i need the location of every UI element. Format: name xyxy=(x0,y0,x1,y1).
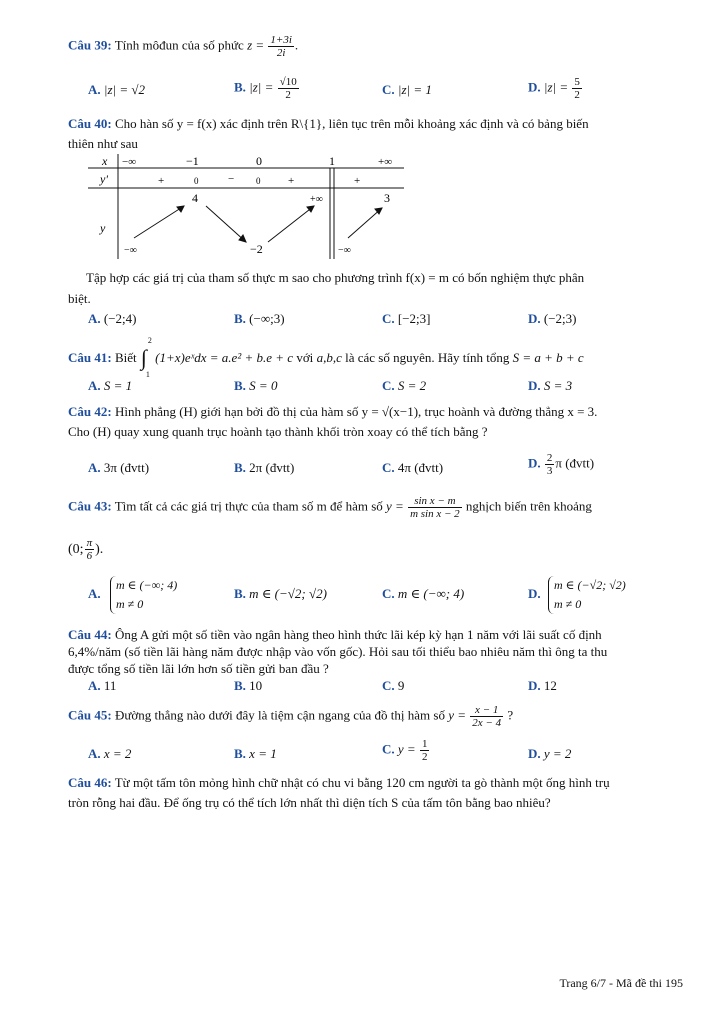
option-text: |z| = xyxy=(249,79,274,95)
sign: − xyxy=(228,173,235,185)
option-label: A. xyxy=(88,460,101,475)
option-text: 10 xyxy=(249,678,263,693)
option-text: π (đvtt) xyxy=(555,455,595,471)
option-label: B. xyxy=(234,678,246,693)
question-text: Hình phẳng (H) giới hạn bởi đồ thị của hàm số y = √(x−1), trục hoành và đường thẳng x = 3. xyxy=(114,404,598,419)
option-text: S = 1 xyxy=(103,378,133,393)
question-text: Tập hợp các giá trị của tham số thực m sao cho phương trình f(x) = m có bốn nghiệm thực phân xyxy=(86,270,585,285)
option-c[interactable] xyxy=(382,738,430,763)
option-label: D. xyxy=(528,378,541,393)
options-42 xyxy=(88,452,688,482)
option-label: D. xyxy=(528,311,541,326)
question-40-body-end xyxy=(68,289,683,309)
question-text: Đường thẳng nào dưới đây là tiệm cận ngang của đồ thị hàm số xyxy=(114,707,445,723)
option-a[interactable] xyxy=(88,82,145,98)
fraction xyxy=(572,76,582,101)
x-value: 0 xyxy=(256,154,262,168)
option-label: B. xyxy=(234,746,246,761)
options-45 xyxy=(88,738,688,768)
question-number: Câu 41: xyxy=(68,349,112,365)
question-text: Ông A gửi một số tiền vào ngân hàng theo hình thức lãi kép kỳ hạn 1 năm với lãi suất cố định xyxy=(114,627,602,642)
sign: + xyxy=(158,175,165,187)
period: . xyxy=(294,37,299,53)
system-line: m ≠ 0 xyxy=(554,597,582,612)
formula-lhs: z = xyxy=(247,37,265,53)
question-text: 6,4%/năm (số tiền lãi hàng năm được nhập vào vốn gốc). Hỏi sau tối thiểu bao nhiêu năm thì ông ta thu xyxy=(68,643,608,659)
numerator: 1+3i xyxy=(270,34,292,46)
integral-lower: 1 xyxy=(145,370,150,379)
numerator: 2 xyxy=(546,452,553,464)
options-43 xyxy=(88,576,688,616)
option-text: 11 xyxy=(103,678,117,693)
question-number: Câu 46: xyxy=(68,775,112,790)
option-label: B. xyxy=(234,586,246,601)
question-text: nghịch biến trên khoảng xyxy=(465,498,592,514)
option-text: 4π (đvtt) xyxy=(397,460,444,475)
numerator: π xyxy=(86,537,93,549)
integral-sign: ∫ 2 1 xyxy=(140,345,152,373)
option-b[interactable] xyxy=(234,678,262,694)
options-40 xyxy=(88,311,688,333)
question-39 xyxy=(68,34,683,59)
question-mark: ? xyxy=(507,707,514,723)
option-label: D. xyxy=(528,746,541,761)
option-d[interactable] xyxy=(528,586,541,602)
system-brace xyxy=(110,576,177,614)
option-label: C. xyxy=(382,82,395,97)
option-text: m ∈ (−√2; √2) xyxy=(249,586,327,601)
numerator: sin x − m xyxy=(408,495,462,508)
option-label: A. xyxy=(88,678,101,693)
fraction xyxy=(85,537,95,562)
variables: a,b,c xyxy=(316,349,342,365)
options-41 xyxy=(88,378,688,400)
numerator: x − 1 xyxy=(470,704,503,717)
option-text: |z| = 1 xyxy=(397,82,432,97)
fraction xyxy=(545,452,555,477)
option-label: C. xyxy=(382,586,395,601)
option-d[interactable] xyxy=(528,311,577,327)
sign: + xyxy=(288,175,295,187)
system-line: m ∈ (−√2; √2) xyxy=(554,578,626,592)
option-d[interactable] xyxy=(528,76,583,101)
option-label: C. xyxy=(382,460,395,475)
y-value: 4 xyxy=(192,191,198,205)
question-text: biệt. xyxy=(68,291,91,306)
option-b[interactable] xyxy=(234,311,285,327)
question-number: Câu 45: xyxy=(68,707,112,723)
fraction xyxy=(408,495,462,520)
option-text: S = 3 xyxy=(543,378,573,393)
option-c[interactable] xyxy=(382,82,432,98)
option-label: C. xyxy=(382,741,395,757)
y-value: +∞ xyxy=(310,194,323,205)
x-value: +∞ xyxy=(378,156,393,168)
option-text: |z| = xyxy=(543,79,569,95)
x-value: −1 xyxy=(186,154,199,168)
denominator: 2 xyxy=(574,89,580,102)
option-label: B. xyxy=(234,378,246,393)
question-text: Tính môđun của số phức xyxy=(114,37,244,53)
option-text: |z| = √2 xyxy=(103,82,146,97)
question-text: Cho (H) quay xung quanh trục hoành tạo thành khối tròn xoay có thể tích bằng ? xyxy=(68,424,488,440)
sign: + xyxy=(354,175,361,187)
option-label: A. xyxy=(88,311,101,326)
numerator: 5 xyxy=(574,76,580,88)
option-label: B. xyxy=(234,311,246,326)
option-text: x = 2 xyxy=(103,746,132,761)
option-text: S = 0 xyxy=(249,378,278,393)
interval-open: (0; xyxy=(68,541,84,557)
question-number: Câu 39: xyxy=(68,37,112,53)
fraction xyxy=(420,738,430,763)
sign: 0 xyxy=(194,176,199,186)
question-text: Từ một tấm tôn mỏng hình chữ nhật có chu vi bằng 120 cm người ta gò thành một ống hình trụ xyxy=(114,775,610,790)
option-a[interactable] xyxy=(88,746,131,762)
denominator: 2i xyxy=(276,47,286,60)
option-text: 9 xyxy=(397,678,405,693)
option-b[interactable] xyxy=(234,746,277,762)
option-label: A. xyxy=(88,746,101,761)
options-39 xyxy=(88,76,688,104)
denominator: m sin x − 2 xyxy=(410,508,460,521)
question-text: được tổng số tiền lãi lớn hơn số tiền gửi ban đầu ? xyxy=(68,660,329,676)
label-y: y xyxy=(100,221,106,235)
question-text: tròn rỗng hai đầu. Để ống trụ có thể tích lớn nhất thì diện tích S của tấm tôn bằng bao nhiêu? xyxy=(68,795,551,811)
option-c[interactable] xyxy=(382,460,443,476)
option-text: m ∈ (−∞; 4) xyxy=(397,586,465,601)
options-44 xyxy=(88,678,688,700)
option-label: D. xyxy=(528,79,541,95)
fraction xyxy=(268,34,293,59)
option-a[interactable] xyxy=(88,460,149,476)
option-a-system xyxy=(110,576,177,614)
option-text: S = 2 xyxy=(397,378,427,393)
option-text: y = xyxy=(397,741,416,757)
system-line: m ∈ (−∞; 4) xyxy=(116,578,178,592)
option-d[interactable] xyxy=(528,378,572,394)
y-value: −∞ xyxy=(338,245,351,256)
option-c[interactable] xyxy=(382,586,464,602)
option-a[interactable] xyxy=(88,311,137,327)
question-42 xyxy=(68,402,683,442)
label-y-prime: y' xyxy=(100,172,108,186)
question-46 xyxy=(68,773,683,813)
option-text: (−2;3) xyxy=(543,311,577,326)
option-text: (−2;4) xyxy=(103,311,137,326)
option-text: y = 2 xyxy=(543,746,572,761)
option-text: 2π (đvtt) xyxy=(249,460,295,475)
option-text: 12 xyxy=(543,678,557,693)
option-b[interactable] xyxy=(234,76,300,101)
label-x: x xyxy=(102,154,108,168)
option-d-system xyxy=(548,576,626,614)
sign: 0 xyxy=(256,176,261,186)
denominator: 6 xyxy=(86,550,93,563)
option-label: A. xyxy=(88,378,101,393)
question-text: Tìm tất cả các giá trị thực của tham số m để hàm số xyxy=(114,498,383,514)
option-a[interactable] xyxy=(88,378,132,394)
option-label: A. xyxy=(88,82,101,97)
question-40-body xyxy=(68,268,683,288)
variation-table xyxy=(88,154,404,259)
denominator: 2 xyxy=(285,89,291,102)
y-value: −∞ xyxy=(124,245,137,256)
option-label: D. xyxy=(528,678,541,693)
option-d[interactable] xyxy=(528,452,594,477)
option-c[interactable] xyxy=(382,678,404,694)
question-text: là các số nguyên. Hãy tính tổng xyxy=(345,349,510,365)
option-d[interactable] xyxy=(528,746,571,762)
option-text: x = 1 xyxy=(249,746,277,761)
option-label: C. xyxy=(382,378,395,393)
question-number: Câu 44: xyxy=(68,627,112,642)
question-43 xyxy=(68,495,683,520)
option-c[interactable] xyxy=(382,311,431,327)
option-d[interactable] xyxy=(528,678,557,694)
integral-upper: 2 xyxy=(147,336,152,345)
x-value: −∞ xyxy=(122,156,137,168)
page-footer: Trang 6/7 - Mã đề thi 195 xyxy=(559,976,683,990)
option-b[interactable] xyxy=(234,378,277,394)
y-value: 3 xyxy=(384,191,390,205)
function-lhs: y = xyxy=(386,498,404,514)
fraction xyxy=(470,704,503,729)
function-lhs: y = xyxy=(448,707,467,723)
option-label: D. xyxy=(528,586,541,601)
option-label: C. xyxy=(382,311,395,326)
sum-formula: S = a + b + c xyxy=(512,349,584,365)
denominator: 2x − 4 xyxy=(472,717,502,730)
option-label: C. xyxy=(382,678,395,693)
question-43-interval xyxy=(68,537,683,562)
system-line: m ≠ 0 xyxy=(116,597,144,612)
y-value: −2 xyxy=(250,242,263,256)
option-a[interactable] xyxy=(88,678,116,694)
x-value: 1 xyxy=(329,154,335,168)
interval-close: ). xyxy=(95,541,104,557)
numerator: √10 xyxy=(279,76,297,88)
option-text: (−∞;3) xyxy=(249,311,285,326)
question-number: Câu 42: xyxy=(68,404,112,419)
numerator: 1 xyxy=(421,738,428,750)
option-label: D. xyxy=(528,455,541,471)
integrand: (1+x)eˣdx = a.e² + b.e + c xyxy=(155,349,294,365)
denominator: 2 xyxy=(421,751,428,764)
system-brace xyxy=(548,576,626,614)
option-label: B. xyxy=(234,460,246,475)
question-text: thiên như sau xyxy=(68,136,138,152)
option-label: A. xyxy=(88,586,101,601)
question-text: Cho hàn số y = f(x) xác định trên R\{1}, liên tục trên mỗi khoảng xác định và có bảng biến xyxy=(114,116,589,131)
question-45 xyxy=(68,704,683,729)
question-44 xyxy=(68,627,683,678)
option-c[interactable] xyxy=(382,378,426,394)
option-text: [−2;3] xyxy=(397,311,431,326)
option-label: B. xyxy=(234,79,246,95)
option-b[interactable] xyxy=(234,586,327,602)
question-text: với xyxy=(296,349,314,365)
question-41 xyxy=(68,336,683,379)
question-number: Câu 40: xyxy=(68,116,112,131)
option-text: 3π (đvtt) xyxy=(103,460,150,475)
question-text: Biết xyxy=(114,349,137,365)
question-number: Câu 43: xyxy=(68,498,112,514)
option-a[interactable] xyxy=(88,586,101,602)
question-40 xyxy=(68,114,683,154)
denominator: 3 xyxy=(546,465,553,478)
option-b[interactable] xyxy=(234,460,294,476)
fraction xyxy=(278,76,299,101)
